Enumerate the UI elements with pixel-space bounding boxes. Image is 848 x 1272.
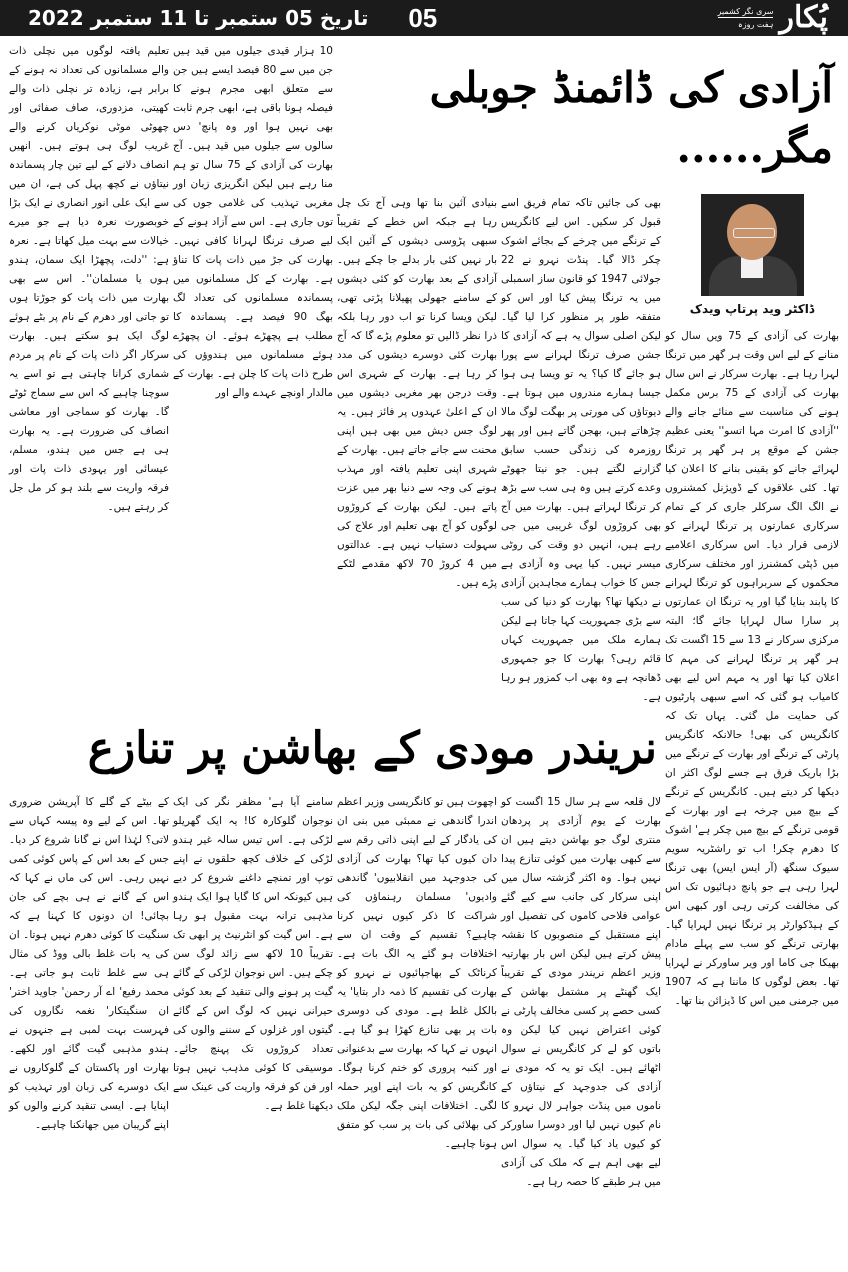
article1-column-1 bbox=[665, 194, 839, 1192]
masthead-city: سری نگر کشمیر bbox=[717, 6, 774, 16]
article2-column-text: سامنے آیا ہے' مظفر نگر کی ایک نوجوان گلوکارہ کا! یہ ایک گھریلو لڑکی ہے۔ اس تیس سالہ غیر ہندو لڑکی کے خلاف کچھ حلقوں نے اپنے توپ اور تمنچے داغنے شروع کر دیے ہیں کیونکہ اس کا گایا ہوا ایک ہندو مذہبی ترانہ بہت مقبول ہو رہا ہے۔ اس گیت کو انٹرنیٹ پر ابھی تک تقریباً 10 لاکھ سے زائد لوگ سن چکے ہیں۔ اس نوجوان لڑکی کے گائے گیت پر ہونے والی تنقید کے بعد کوئی حیرانی نہیں کہ لوگ اس کے گائے گیتوں اور غزلوں کے سننے والوں کی تعداد کروڑوں تک پہنچ جائے۔ موسیقی کا کوئی مذہب نہیں ہوتا اور فن کو فرقہ واریت کی عینک سے دیکھنا غلط ہے۔ bbox=[173, 796, 333, 1112]
author-byline: ڈاکٹر وید پرتاپ ویدک bbox=[689, 302, 815, 316]
article2-column-1 bbox=[501, 793, 661, 1192]
article2-column-text: کے بیٹے کے گلے کا آپریشن ضروری تھا۔ اس کے لیے وہ پیسہ کہاں سے لاتی؟ لہٰذا اس نے گانا شروع کر دیا۔ جس کے بعد اس کے پاس کوئی کمی نہیں رہی۔ اس کی ماں نے کہا کہ اس کے گانے نے ہی بچے کی جان بچائی! ان دونوں کا کہنا ہے کہ سنگیت کا کوئی دھرم نہیں ہوتا۔ ان کی یہ بات غلط بالی ووڈ کی مثال ہی سے غلط ثابت ہو جاتی ہے۔ محمد رفیع' اے آر رحمن' جاوید اختر' ان سنگیتکار' نغمہ نگاروں کی فہرست بہت لمبی ہے جنہوں نے ہندو مذہبی گیت گائے اور لکھے۔ بھارت اور پاکستان کے گلوکاروں نے ایک دوسرے کی زبان اور تہذیب کو اپنایا ہے۔ ایسی تنقید کرنے والوں کو اپنے گریبان میں جھانکنا چاہیے۔ bbox=[9, 796, 169, 1131]
article2-column-text: لال قلعہ سے ہر سال 15 اگست کو بھارت کے یوم آزادی پر پردھان منتری لوگ جو بھاشن دیتے ہیں ان سے کبھی بھارت میں کوئی تنازع پیدا نہیں ہوا۔ وہ اکثر گزشتہ سال میں اپنی سرکار کی جانب سے کیے گئے عوامی فلاحی کاموں کی تفصیل اور اپنے مستقبل کے منصوبوں کا نقشہ پیش کرتے ہیں لیکن اس بار بھارتیہ وزیر اعظم نریندر مودی کے تقریباً ایک گھنٹے پر مشتمل بھاشن کے کسی حصے پر کسی مخالف پارٹی نے کوئی اعتراض نہیں کیا لیکن وہ باتوں کو لے کر کانگریس نے سوال اٹھائے ہیں۔ ایک تو یہ کہ مودی نے آزادی کی جدوجہد کے نیتاؤں کے ناموں میں پنڈت جواہر لال نہرو کا نام کیوں نہیں لیا اور دوسرا ساورکر کو کیوں یاد کیا گیا۔ یہ سوال اس لیے بھی اہم ہے کہ ملک کی آزادی میں ہر طبقے کا حصہ رہا ہے۔ bbox=[501, 796, 661, 1188]
article1-column-4 bbox=[173, 42, 333, 707]
article1-column-5 bbox=[9, 42, 169, 707]
article2-column-2 bbox=[337, 793, 497, 1192]
masthead-issue-info bbox=[28, 3, 437, 34]
article1-column-3 bbox=[337, 194, 497, 707]
article1-column-text: 10 ہزار قیدی جیلوں میں قید ہیں جن میں سے 80 فیصد ایسے ہیں جن سے متعلق ابھی مجرم ہونے کا فیصلہ ہونا باقی ہے، ابھی جرم ثابت بھی نہیں ہوا اور وہ پانچ' دس سالوں سے جیلوں میں قید ہیں۔ آج بھارت کی آزادی کے 75 سال تو ہم منا رہے ہیں لیکن انگریزی زبان اور مغربی تہذیب کی غلامی جوں کی توں جاری ہے۔ اس سے آزاد ہونے کے لیے صرف ترنگا لہرانا کافی نہیں۔ بھارت کی جڑ میں ذات پات کا تناؤ ہے۔ بھارت کے کل مسلمانوں میں پسماندہ مسلمانوں کی تعداد لگ بھگ 90 فیصد ہے۔ پسماندہ کا مطلب ہے پچھڑے ہوئے۔ ان پچھڑے ہوئے مسلمانوں میں ہندوؤں کی طرح ذات پات کا چلن ہے۔ بھارت کے مالدار اونچے عہدے والے اور bbox=[173, 45, 334, 399]
article1-column-text: تعلیم یافتہ لوگوں میں نچلی ذات والے مسلمانوں کی تعداد نہ ہونے کے برابر ہے، زیادہ تر نچلی ذات والے کھیتی، مزدوری، صاف صفائی اور چھوٹی موٹی نوکریاں کرنے والے غریب لوگ ہی ہوتے ہیں۔ انھیں انصاف دلانے کے لیے تین چار پسماندہ نیتاؤں نے کچھ پہل کی ہے، ان میں سے ایک علی انور انصاری نے ایک بڑا خوبصورت نعرہ دیا ہے جو میرے خیالات سے بہت میل کھاتا ہے۔ نعرہ ہے: ''دلت، پچھڑا ایک سمان، ہندو ہوں یا مسلمان''۔ اس سے بھی بھارت میں ذات پات کو جوڑتا ہوں تو جاتی اور دھرم کے نام پر بٹے ہوئے لوگ ایک ہو سکتے ہیں۔ بھارت سرکار اگر ذات پات کے نام پر مردم شماری کرانا چاہتی ہے تو اسے یہ سوچنا چاہیے کہ اس سے سماج ٹوٹے گا۔ بھارت کو سماجی اور معاشی انصاف کی ضرورت ہے۔ یہ بھارت ہی ہے جس میں ہندو، مسلم، عیسائی اور یہودی ذات پات اور فرقہ واریت سے بلند ہو کر مل جل کر رہتے ہیں۔ bbox=[9, 45, 169, 513]
article1-column-text: بنیادی آئین بنا تھا وہی آج تک چل رہا ہے جبکہ اس خطے کے تقریباً سبھی پڑوسی دیشوں کے آئین ایک بار نہیں کئی بار بدلے جا چکے ہیں۔ آزادی کے بعد بھارت کو کئی دیشوں کے سامنے جھولی پھیلانا پڑتی تھی، لیکن ویسا کرنا تو اب دور رہا بلکہ ذرا نظر ڈالیں تو معلوم پڑے گا کہ آج بھارت کئی دوسرے دیشوں کی مدد کر رہا ہے۔ بھارت کے شہری اس وقت درجن بھر مغربی دیشوں میں ان کے اعلیٰ عہدوں پر فائز ہیں۔ یہ لوگ جس دیش میں بھی ہیں اپنی محنت سے جانے جاتے ہیں۔ بھارت کے شہری اپنی تعلیم یافتہ اور مہذب ہونے کی وجہ سے دنیا بھر میں عزت پاتے ہیں۔ لیکن بھارت کے کروڑوں لوگوں کو آج بھی تعلیم اور علاج کی سہولت دستیاب نہیں ہے۔ عدالتوں میں 4 کروڑ 70 لاکھ مقدمے لٹکے پڑے ہیں۔ bbox=[337, 197, 498, 589]
article1-column-text: بھی کی جائیں تاکہ تمام فریق اسے قبول کر سکیں۔ اس لیے کانگریس کے ترنگے میں چرخے کے بجائے اشوک چکر ڈالا گیا۔ پنڈت نہرو نے 22 جولائی 1947 کو قانون ساز اسمبلی میں یہ ترنگا پیش کیا اور اس کو متفقہ طور پر منظور کرا لیا گیا۔ لیکن اصلی سوال یہ ہے کہ آزادی کا جشن صرف ترنگا لہرانے سے پورا ہو جائے گا کیا؟ یہ تو ویسا ہی ہوا جیسا ہمارے مندروں میں ہوتا ہے۔ دیوتاؤں کی مورتی پر بھگت لوگ مالا چڑھاتے ہیں، بھجن گاتے ہیں اور پھر روزمرہ کی زندگی حسب سابق گزارنے لگتے ہیں۔ جو نیتا جھوٹے وعدے کرتے ہیں وہ ہی سب سے بڑھ کر ترنگا لہراتے ہیں۔ بھارت میں آج بھی کروڑوں لوگ غریبی میں جی رہے ہیں، انہیں دو وقت کی روٹی میسر نہیں۔ کیا یہی وہ آزادی ہے جس کا خواب ہمارے مجاہدین آزادی نے دیکھا تھا؟ بھارت کو دنیا کی سب سے بڑی جمہوریت کہا جاتا ہے لیکن ہمارے ملک میں جمہوریت کہاں قائم رہی؟ بھارت کا جو جمہوری ڈھانچہ ہے وہ بھی اب کمزور ہو رہا ہے۔ bbox=[501, 197, 661, 703]
masthead-brand bbox=[718, 0, 828, 36]
author-photo bbox=[701, 194, 804, 296]
article1-column-text: بھارت کی آزادی کے 75 ویں سال کو منانے کے لیے اس وقت ہر گھر میں ترنگا لہرا رہا ہے۔ بھارت سرکار نے اس سال بھارت کی آزادی کے 75 برس مکمل ہونے کی مناسبت سے منائے جانے والے ''آزادی کا امرت مہا اتسو'' یعنی عظیم جشن کے موقع پر ہر گھر پر ترنگا لہرائے جانے کو یقینی بنانے کا اعلان کیا تھا۔ کئی علاقوں کے ڈویژنل کمشنروں نے الگ الگ سرکلر جاری کر کے تمام سرکاری عمارتوں پر ترنگا لہرانے کو لازمی قرار دیا۔ اس سرکاری اعلامیے میں ڈپٹی کمشنرز اور مختلف سرکاری محکموں کے سربراہوں کو ترنگا لہرانے کا پابند بنایا گیا اور یہ ترنگا ان عمارتوں پر سارا سال لہرایا جائے گا؛ البتہ مرکزی سرکار نے 13 سے 15 اگست تک ہر گھر پر ترنگا لہرانے کی مہم کا اعلان کیا تھا اور یہ مہم اس لیے بھی کامیاب ہو گئی کہ اسے سبھی پارٹیوں کی حمایت مل گئی۔ یہاں تک کہ کانگریس کی بھی! حالانکہ کانگریس پارٹی کے ترنگے اور بھارت کے ترنگے میں بڑا باریک فرق ہے جسے لوگ اکثر ان دیکھا کر دیتے ہیں۔ کانگریس کے ترنگے کے بیچ میں چرخہ ہے اور بھارت کے قومی ترنگے کے بیچ میں چکر ہے' اشوک کا دھرم چکر! اب تو راشٹریہ سویم سیوک سنگھ (آر ایس ایس) بھی ترنگا لہرا رہی ہے جو پانچ دہائیوں تک اس کی مخالفت کرتی رہی اور کبھی اس کے ہیڈکوارٹر پر ترنگا نہیں لہرایا گیا۔ بھارتی ترنگے کو سب سے پہلے مادام بھیکا جی کاما اور ویر ساورکر نے لہرایا تھا۔ بعض لوگوں کا ماننا ہے کہ 1907 میں جرمنی میں اس کا ڈیزائن بنا تھا۔ bbox=[665, 330, 840, 1007]
masthead-weekly: ہفت روزہ bbox=[738, 19, 774, 29]
article1-column-2 bbox=[501, 194, 661, 707]
article2-column-text: اچھوت ہیں تو کانگریسی وزیر اعظم اندرا گاندھی نے ممبئی میں بنی ان کی یادگار کے لیے اپنی ذاتی رقم سے دان کیوں کیا تھا؟ بھارت کی آزادی کی جدوجہد میں انقلابیوں' گاندھی وادیوں' مسلمان رہنماؤں کی شراکت کا ذکر کیوں نہیں کرنا چاہیے؟ تقسیم کے وقت ان سے اختلافات ہو گئے یہ الگ بات ہے۔ کرناٹک کے بھاجپائیوں نے نہرو کو بھارت کی تقسیم کا ذمہ دار بتایا' یہ بالکل غلط ہے۔ مودی کی دوسری بات پر بھی تنازع کھڑا ہو گیا ہے۔ انہوں نے کہا کہ بھارت سے بدعنوانی اور کنبہ پروری کو ختم کرنا ہوگا۔ کانگریس کو یہ بات اپنے اوپر حملہ لگی۔ اختلافات اپنی جگہ لیکن ملک کی بھلائی کی بات پر سب کو متفق ہونا چاہیے۔ bbox=[337, 796, 497, 1150]
masthead bbox=[0, 0, 848, 36]
article2-column-3 bbox=[173, 793, 333, 1192]
newspaper-logo: پُکار bbox=[779, 0, 828, 35]
issue-date: تاریخ 05 ستمبر تا 11 ستمبر 2022 bbox=[28, 6, 369, 30]
article2-column-4 bbox=[9, 793, 169, 1192]
page-number: 05 bbox=[408, 2, 438, 33]
page-grid bbox=[0, 36, 848, 1198]
masthead-subtitle bbox=[718, 7, 774, 30]
article1-headline: آزادی کی ڈائمنڈ جوبلی مگر...... bbox=[429, 63, 833, 172]
article2-headline: نریندر مودی کے بھاشن پر تنازع bbox=[87, 723, 657, 774]
